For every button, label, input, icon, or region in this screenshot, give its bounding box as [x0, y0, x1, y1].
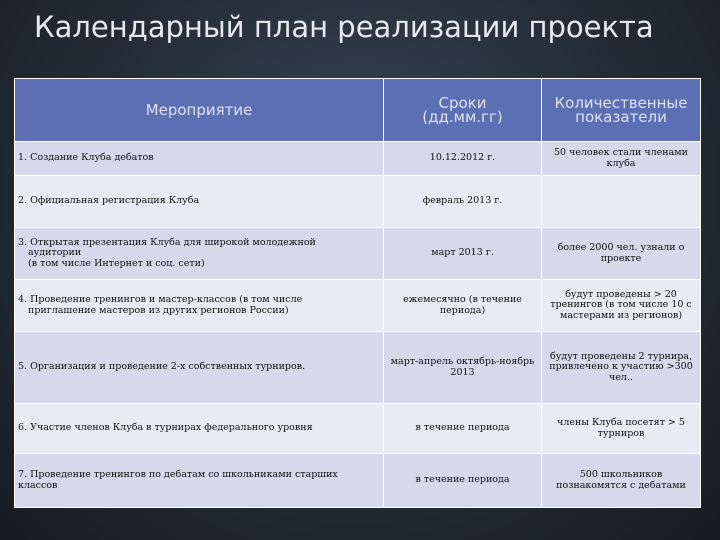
- date-cell: февраль 2013 г.: [384, 176, 542, 228]
- date-cell: март 2013 г.: [384, 228, 542, 280]
- indicator-cell: 500 школьников познакомятся с дебатами: [542, 454, 701, 508]
- event-line: 4. Проведение тренингов и мастер-классов (в том числе: [18, 294, 303, 305]
- page-title: Календарный план реализации проекта: [34, 10, 654, 44]
- event-line: 3. Открытая презентация Клуба для широкой молодежной: [18, 236, 316, 248]
- indicator-cell: [542, 176, 701, 228]
- indicator-cell: члены Клуба посетят > 5 турниров: [542, 404, 701, 454]
- date-cell: 10.12.2012 г.: [384, 142, 542, 176]
- event-cell: [15, 280, 384, 332]
- event-line: приглашение мастеров из других регионов России): [28, 304, 289, 316]
- table-row: [15, 142, 701, 176]
- column-header-dates: [384, 79, 542, 142]
- table-header-row: [15, 79, 701, 142]
- table-row: [15, 228, 701, 280]
- column-header-indicators: Количественные показатели: [542, 79, 701, 142]
- date-cell: в течение периода: [384, 454, 542, 508]
- indicator-cell: более 2000 чел. узнали о проекте: [542, 228, 701, 280]
- event-cell: 2. Официальная регистрация Клуба: [15, 176, 384, 228]
- table-row: [15, 454, 701, 508]
- table-row: [15, 404, 701, 454]
- table-row: [15, 280, 701, 332]
- table-row: [15, 176, 701, 228]
- event-cell: 6. Участие членов Клуба в турнирах федерального уровня: [15, 404, 384, 454]
- indicator-cell: будут проведены 2 турнира, привлечено к участию >300 чел..: [542, 332, 701, 404]
- event-cell: 1. Создание Клуба дебатов: [15, 142, 384, 176]
- date-cell: март-апрель октябрь-ноябрь 2013: [384, 332, 542, 404]
- event-line: (в том числе Интернет и соц. сети): [28, 257, 205, 269]
- event-cell: [15, 228, 384, 280]
- date-cell: в течение периода: [384, 404, 542, 454]
- indicator-cell: будут проведены > 20 тренингов (в том числе 10 с мастерами из регионов): [542, 280, 701, 332]
- event-cell: 7. Проведение тренингов по дебатам со школьниками старших классов: [15, 454, 384, 508]
- column-header-dates-line2: (дд.мм.гг): [422, 108, 503, 126]
- event-cell: 5. Организация и проведение 2-х собственных турниров.: [15, 332, 384, 404]
- column-header-dates-line1: Сроки: [438, 94, 487, 112]
- date-cell: ежемесячно (в течение периода): [384, 280, 542, 332]
- indicator-cell: 50 человек стали членами клуба: [542, 142, 701, 176]
- schedule-table: [14, 78, 701, 508]
- table-row: [15, 332, 701, 404]
- event-line: аудитории: [28, 247, 82, 259]
- column-header-event: Мероприятие: [15, 79, 384, 142]
